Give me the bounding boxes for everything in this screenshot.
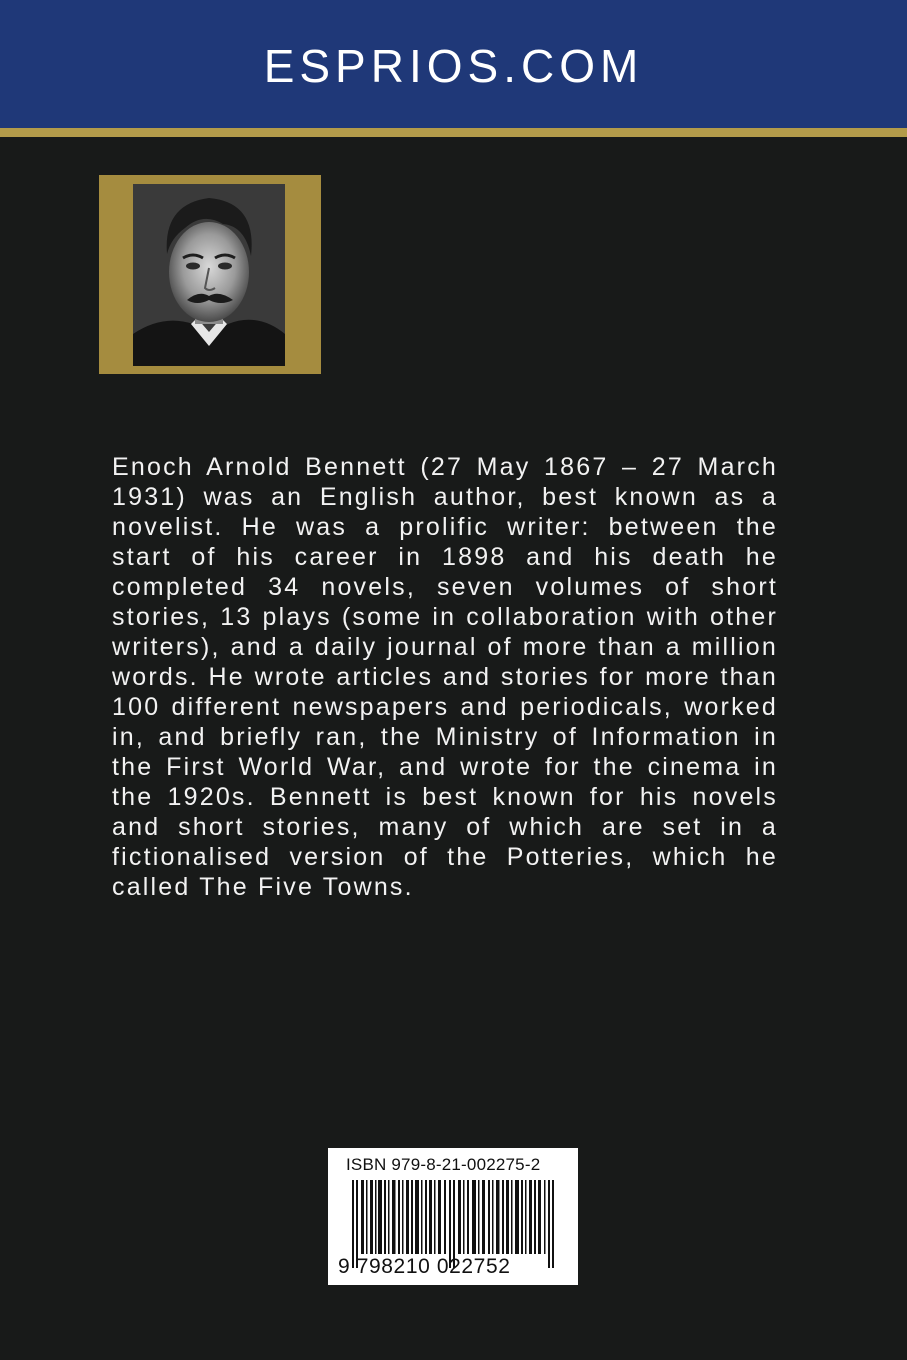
isbn-label: ISBN 979-8-21-002275-2 (346, 1155, 541, 1174)
portrait-frame (99, 175, 321, 374)
portrait-illustration (133, 184, 285, 366)
site-title: ESPRIOS.COM (263, 40, 644, 92)
header-gold-rule (0, 128, 907, 137)
cover-header (0, 0, 907, 128)
author-portrait-image (133, 184, 285, 366)
isbn-barcode-box (328, 1148, 578, 1285)
author-biography: Enoch Arnold Bennett (27 May 1867 – 27 March 1931) was an English author, best known as a novelist. He was a prolific writer: between the start of his career in 1898 and his death he completed 34 novels, seven volumes of short stories, 13 plays (some in collaboration with other writers), and a daily journal of more than a million words. He wrote articles and stories for more than 100 different newspapers and periodicals, worked in, and briefly ran, the Ministry of Information in the First World War, and wrote for the cinema in the 1920s. Bennett is best known for his novels and short stories, many of which are set in a fictionalised version of the Potteries, which he called The Five Towns. (112, 453, 778, 901)
barcode-digits: 9 798210 022752 (338, 1255, 511, 1278)
